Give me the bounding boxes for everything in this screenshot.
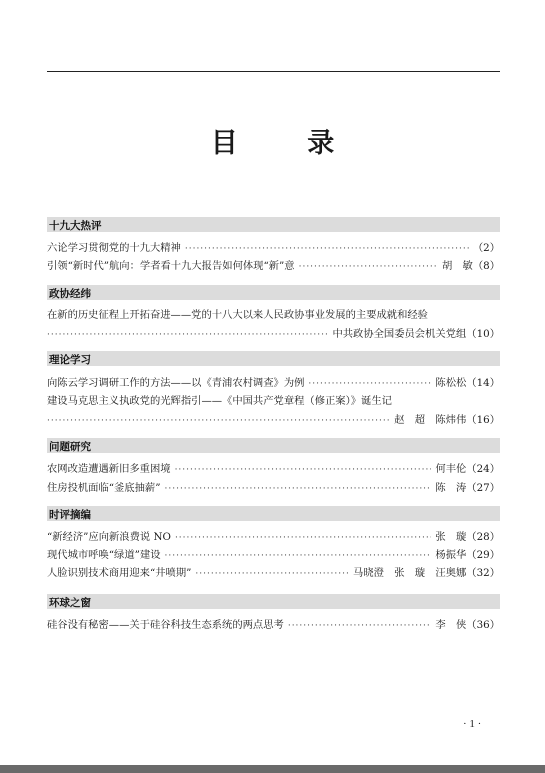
- entry-author: 李 侠: [435, 619, 467, 631]
- entry-title: 人脸识别技术商用迎来“井喷期”: [47, 567, 192, 579]
- section-header-shiping: [47, 506, 500, 521]
- toc-entry[interactable]: [47, 376, 500, 391]
- entry-page: （16）: [466, 414, 500, 426]
- toc-entry[interactable]: [47, 548, 500, 563]
- toc-entry[interactable]: [47, 259, 500, 274]
- entry-title: 引领“新时代”航向：学者看十九大报告如何体现“新”意: [47, 260, 295, 272]
- entry-page: （32）: [466, 567, 500, 579]
- entry-page: （24）: [466, 463, 500, 475]
- dot-leader: [165, 549, 432, 564]
- entry-title: 向陈云学习调研工作的方法——以《青浦农村调查》为例: [47, 377, 305, 389]
- entry-title: 住房投机面临“釜底抽薪”: [47, 482, 161, 494]
- dot-leader: [308, 377, 431, 392]
- section-header-wenti: [47, 438, 500, 453]
- entry-page: （14）: [466, 377, 500, 389]
- dot-leader: [175, 463, 432, 478]
- toc-entry[interactable]: [47, 481, 500, 496]
- dot-leader: [195, 567, 349, 582]
- entry-author: 张 璇: [435, 531, 467, 543]
- entry-author: 胡 敏: [441, 260, 473, 272]
- entry-title: 建设马克思主义执政党的光辉指引——《中国共产党章程（修正案）》诞生记: [47, 395, 392, 407]
- footer-band: [0, 765, 545, 773]
- dot-leader: [175, 531, 431, 546]
- entry-author: 马晓澄 张 璇 汪奥娜: [353, 567, 467, 579]
- entry-title: 六论学习贯彻党的十九大精神: [47, 242, 181, 254]
- entry-author: 中共政协全国委员会机关党组: [332, 328, 467, 340]
- page-title: 目 录: [210, 128, 365, 159]
- toc-entry-leader-line[interactable]: [47, 413, 500, 428]
- section-label: 环球之窗: [49, 597, 91, 609]
- entry-author: 何丰伦: [435, 463, 467, 475]
- toc-entry[interactable]: [47, 462, 500, 477]
- dot-leader: [299, 260, 438, 275]
- entry-page: （8）: [472, 260, 500, 272]
- toc-entry[interactable]: [47, 241, 500, 256]
- section-label: 十九大热评: [49, 220, 102, 232]
- entry-title: 硅谷没有秘密——关于硅谷科技生态系统的两点思考: [47, 619, 284, 631]
- entry-page: （2）: [472, 242, 500, 254]
- entry-page: （36）: [466, 619, 500, 631]
- section-label: 政协经纬: [49, 288, 91, 300]
- entry-page: （27）: [466, 482, 500, 494]
- toc-entry-leader-line[interactable]: [47, 327, 500, 342]
- section-header-lilun: [47, 351, 500, 366]
- section-header-shijiuda: [47, 217, 500, 232]
- dot-leader: [288, 619, 432, 634]
- entry-title: 现代城市呼唤“绿道”建设: [47, 549, 161, 561]
- entry-author: 杨振华: [435, 549, 467, 561]
- entry-title: “新经济”应向新浪费说 NO: [47, 531, 171, 543]
- toc-entry[interactable]: [47, 618, 500, 633]
- section-header-huanqiu: [47, 594, 500, 609]
- entry-title: 农网改造遭遇新旧多重困境: [47, 463, 171, 475]
- toc-entry[interactable]: [47, 530, 500, 545]
- entry-author: 赵 超 陈炜伟: [394, 414, 467, 426]
- section-label: 问题研究: [49, 441, 91, 453]
- dot-leader: [185, 242, 469, 257]
- entry-page: （10）: [466, 328, 500, 340]
- section-header-zhengxie: [47, 285, 500, 300]
- entry-title: 在新的历史征程上开拓奋进——党的十八大以来人民政协事业发展的主要成就和经验: [47, 309, 428, 321]
- dot-leader: [47, 328, 328, 343]
- top-rule: [47, 71, 500, 72]
- entry-page: （28）: [466, 531, 500, 543]
- entry-author: 陈 涛: [435, 482, 467, 494]
- dot-leader: [165, 482, 432, 497]
- section-label: 理论学习: [49, 354, 91, 366]
- dot-leader: [47, 414, 390, 429]
- section-label: 时评摘编: [49, 509, 91, 521]
- toc-entry-title-line[interactable]: [47, 394, 500, 409]
- entry-page: （29）: [466, 549, 500, 561]
- toc-entry[interactable]: [47, 566, 500, 581]
- entry-author: 陈松松: [435, 377, 467, 389]
- toc-entry-title-line[interactable]: [47, 308, 500, 323]
- page-number: · 1 ·: [463, 718, 482, 730]
